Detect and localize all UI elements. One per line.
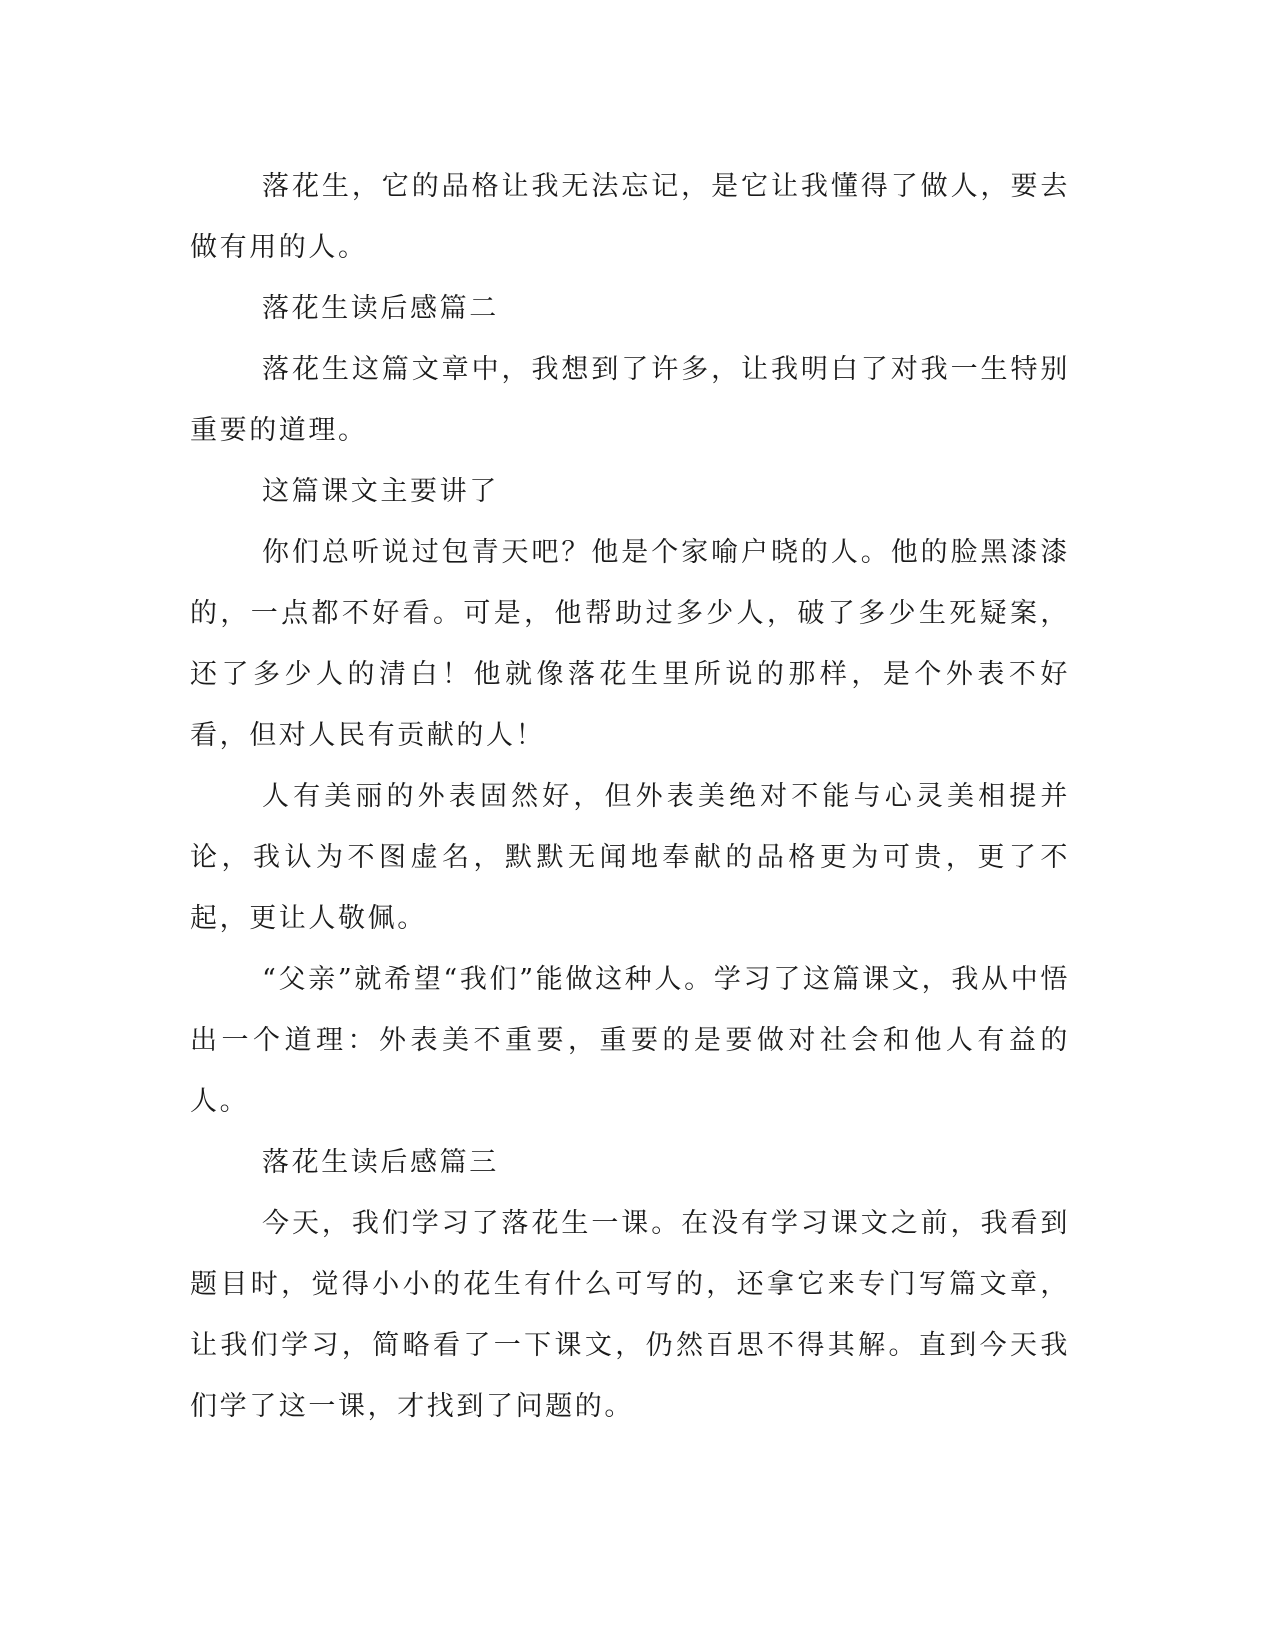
paragraph-today-lesson: 今天，我们学习了落花生一课。在没有学习课文之前，我看到题目时，觉得小小的花生有什么可写的，还拿它来专门写篇文章，让我们学习，简略看了一下课文，仍然百思不得其解。直到今天我们学了这一课，才找到了问题的。 [190,1208,1070,1422]
section-heading-part-three: 落花生读后感篇三 [262,1147,499,1178]
paragraph-falling-peanut-character: 落花生，它的品格让我无法忘记，是它让我懂得了做人，要去做有用的人。 [190,171,1070,263]
paragraph-father-hope: “父亲”就希望“我们”能做这种人。学习了这篇课文，我从中悟出一个道理：外表美不重要，重要的是要做对社会和他人有益的人。 [190,964,1070,1117]
section-heading-part-two: 落花生读后感篇二 [262,293,499,324]
paragraph-important-lesson: 落花生这篇文章中，我想到了许多，让我明白了对我一生特别重要的道理。 [190,354,1070,446]
document-body [190,156,1070,1437]
paragraph-inner-beauty: 人有美丽的外表固然好，但外表美绝对不能与心灵美相提并论，我认为不图虚名，默默无闻地奉献的品格更为可贵，更了不起，更让人敬佩。 [190,781,1070,934]
paragraph-bao-qingtian: 你们总听说过包青天吧？他是个家喻户晓的人。他的脸黑漆漆的，一点都不好看。可是，他帮助过多少人，破了多少生死疑案，还了多少人的清白！他就像落花生里所说的那样，是个外表不好看，但对人民有贡献的人！ [190,537,1070,751]
paragraph-text-summary: 这篇课文主要讲了 [262,476,499,507]
